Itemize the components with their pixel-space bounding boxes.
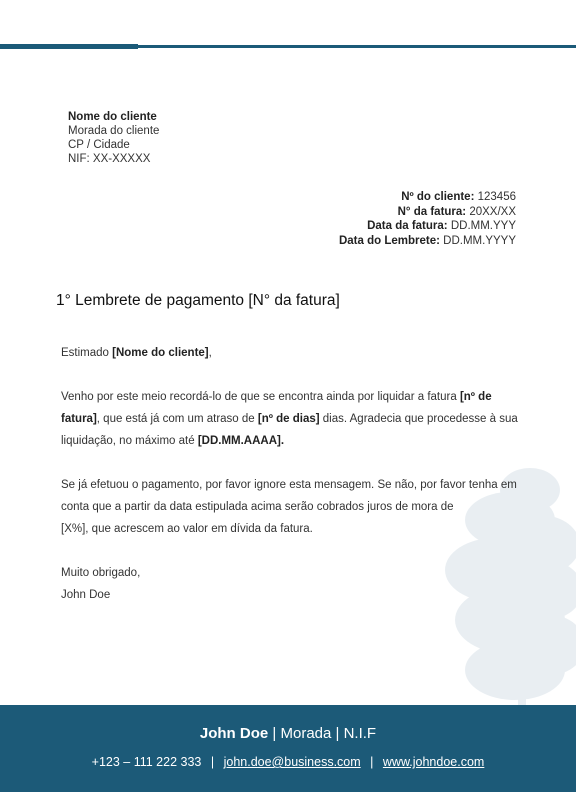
invoice-number-label: N° da fatura: (397, 205, 467, 218)
closing: Muito obrigado, (61, 567, 141, 579)
greeting-text: Estimado (61, 347, 113, 359)
invoice-meta-block (339, 190, 516, 248)
paragraph-1 (61, 386, 523, 452)
p1-text-e: dias. Agradecia que procedesse à sua liquidação, no máximo até (61, 413, 518, 447)
footer-phone: +123 – 111 222 333 (91, 755, 202, 769)
header-rule-thick (0, 44, 138, 49)
invoice-date-row (339, 219, 516, 234)
signature: John Doe (61, 589, 111, 601)
client-number-label: Nº do cliente: (401, 191, 475, 203)
greeting (61, 342, 523, 364)
paragraph-2 (61, 474, 523, 540)
footer (0, 705, 576, 792)
client-number-value: 123456 (477, 191, 516, 203)
header-rule (0, 44, 576, 50)
footer-divider: | (272, 725, 277, 742)
letter-body (61, 342, 523, 606)
p1-text-a: Venho por este meio recordá-lo de que se encontra ainda por liquidar a fatura (61, 391, 460, 403)
p1-text-c: , que está já com um atraso de (96, 413, 258, 425)
footer-email-link[interactable]: john.doe@business.com (223, 755, 361, 769)
client-address: Morada do cliente (68, 125, 160, 137)
p2-text-b: [X%], que acrescem ao valor em dívida da fatura. (61, 523, 313, 535)
reminder-date-label: Data do Lembrete: (338, 234, 440, 247)
footer-address: Morada (280, 725, 332, 742)
footer-contact (0, 755, 576, 769)
footer-divider: | (370, 755, 374, 769)
invoice-number-row (339, 205, 516, 220)
invoice-date-label: Data da fatura: (367, 220, 448, 232)
footer-website-link[interactable]: www.johndoe.com (382, 755, 485, 769)
footer-divider: | (210, 755, 215, 769)
client-nif: NIF: XX-XXXXX (68, 153, 151, 165)
greeting-recipient: [Nome do cliente] (112, 347, 209, 359)
greeting-comma: , (208, 347, 212, 359)
client-address-block (68, 110, 159, 166)
letter-title: 1° Lembrete de pagamento [N° da fatura] (56, 292, 340, 309)
invoice-number-value: 20XX/XX (469, 205, 516, 218)
p1-invoice-placeholder: [nº de fatura] (61, 391, 492, 425)
client-city: CP / Cidade (68, 139, 130, 151)
reminder-date-value: DD.MM.YYYY (443, 234, 516, 247)
invoice-date-value: DD.MM.YYY (450, 220, 516, 232)
footer-identity (0, 725, 576, 742)
footer-name: John Doe (199, 725, 269, 742)
footer-nif: N.I.F (343, 725, 377, 742)
client-name: Nome do cliente (68, 111, 157, 123)
p1-days-placeholder: [nº de dias] (257, 413, 320, 425)
p2-text-a: Se já efetuou o pagamento, por favor ignore esta mensagem. Se não, por favor tenha em conta que a partir da data estipulada acima serão cobrados juros de mora de (61, 479, 517, 513)
header-rule-thin (138, 45, 576, 48)
reminder-date-row (339, 234, 516, 249)
client-number-row (339, 190, 516, 205)
p1-date-placeholder: [DD.MM.AAAA]. (197, 435, 285, 447)
footer-divider: | (335, 725, 340, 742)
